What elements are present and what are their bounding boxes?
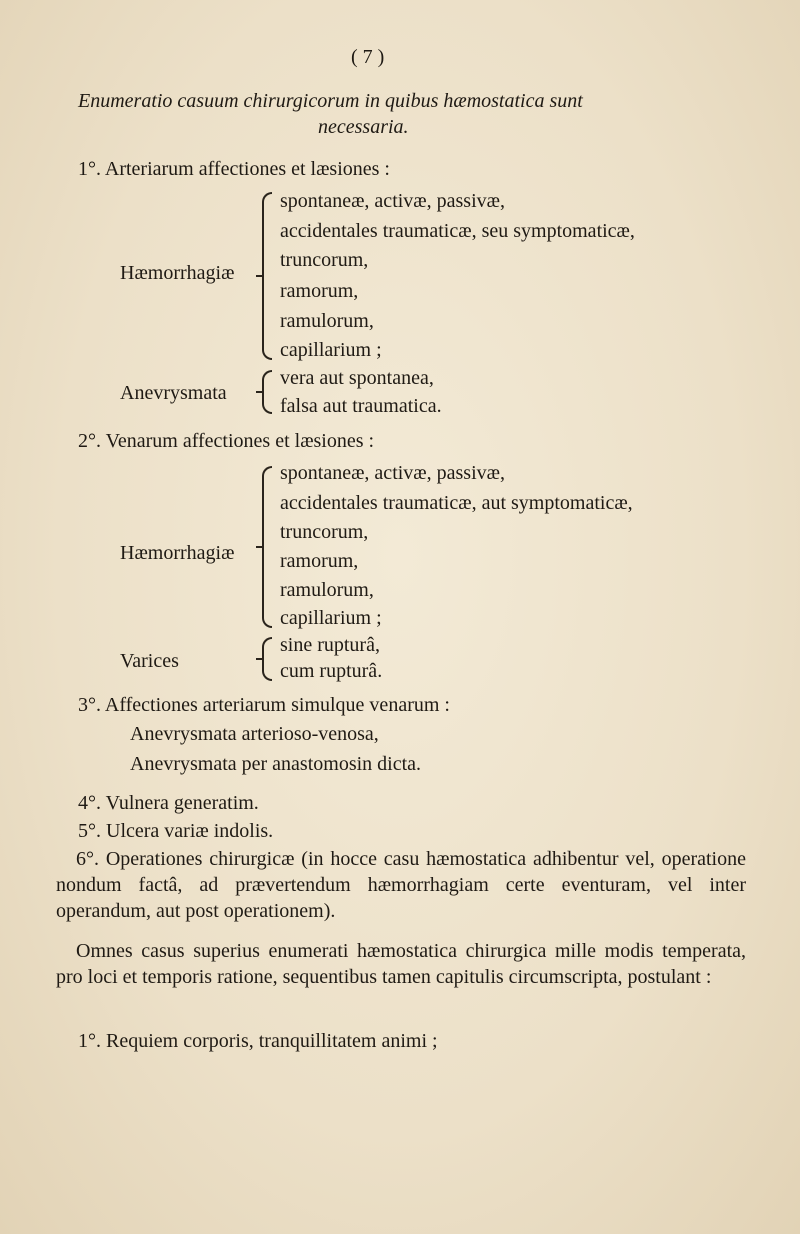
section5: 5°. Ulcera variæ indolis. [78,820,274,842]
list-item: Anevrysmata arterioso-venosa, [130,723,379,745]
section1-haemorrhagiae-brace [262,192,272,360]
list-item: vera aut spontanea, [280,367,434,389]
page-number: ( 7 ) [351,46,385,68]
list-item: accidentales traumaticæ, seu symptomaticæ, [280,220,635,242]
section2-varices-label: Varices [120,650,179,672]
list-item: ramorum, [280,550,359,572]
section1-heading: 1°. Arteriarum affectiones et læsiones : [78,158,390,180]
list-item: ramulorum, [280,310,374,332]
section3-heading: 3°. Affectiones arteriarum simulque venarum : [78,694,450,716]
section1-haemorrhagiae-label: Hæmorrhagiæ [120,262,235,284]
list-item: ramulorum, [280,579,374,601]
list-item: spontaneæ, activæ, passivæ, [280,462,505,484]
list-item: truncorum, [280,249,369,271]
closing-paragraph: Omnes casus superius enumerati hæmostatica chirurgica mille modis temperata, pro loci et temporis ratione, sequentibus tamen capitulis circumscripta, postulant : [56,940,746,988]
section1-anevrysmata-label: Anevrysmata [120,382,227,404]
section2-heading: 2°. Venarum affectiones et læsiones : [78,430,375,452]
section2-haemorrhagiae-brace [262,466,272,628]
list-item: capillarium ; [280,339,382,361]
section2-varices-brace [262,637,272,681]
list-item: spontaneæ, activæ, passivæ, [280,190,505,212]
section2-haemorrhagiae-label: Hæmorrhagiæ [120,542,235,564]
list-item: Anevrysmata per anastomosin dicta. [130,753,422,775]
list-item: accidentales traumaticæ, aut symptomaticæ, [280,492,633,514]
list-item: sine rupturâ, [280,634,380,656]
list-item: truncorum, [280,521,369,543]
title-line-1: Enumeratio casuum chirurgicorum in quibus hæmostatica sunt [78,90,583,112]
list-item: ramorum, [280,280,359,302]
section4: 4°. Vulnera generatim. [78,792,259,814]
list-item: capillarium ; [280,607,382,629]
title-line-2: necessaria. [318,116,409,138]
section6: 6°. Operationes chirurgicæ (in hocce casu hæmostatica adhibentur vel, operatione nondum factâ, ad prævertendum hæmorrhagiam certe eventuram, vel inter operandum, aut post operationem). [56,848,746,922]
item1: 1°. Requiem corporis, tranquillitatem animi ; [78,1030,438,1052]
section1-anevrysmata-brace [262,370,272,414]
list-item: cum rupturâ. [280,660,383,682]
list-item: falsa aut traumatica. [280,395,442,417]
